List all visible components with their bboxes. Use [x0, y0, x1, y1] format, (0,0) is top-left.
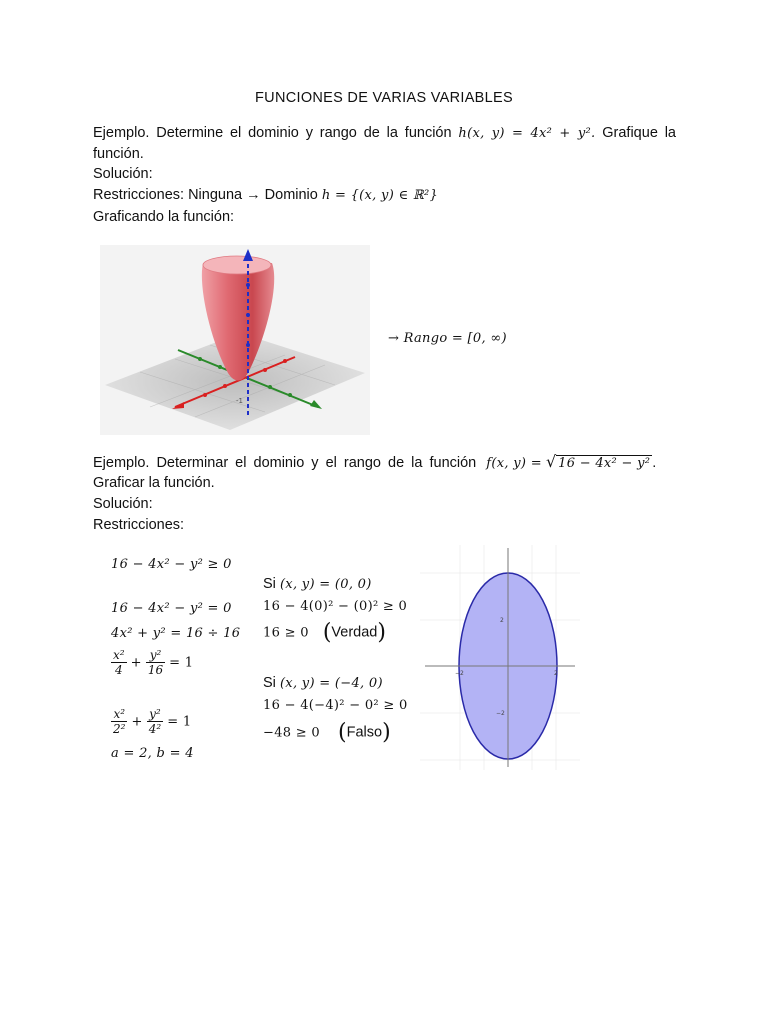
sqrt-sign: √: [545, 452, 557, 471]
example1-function: h(x, y) = 4x² + y².: [458, 126, 596, 141]
range-expression: → Rango = [0, ∞): [388, 331, 507, 346]
derivation-ab: a = 2, b = 4: [111, 746, 194, 761]
derivation-line2: 16 − 4x² − y² = 0: [111, 601, 232, 616]
fraction-x: $\frac{\text{x²}}{\text{2²}}$: [113, 707, 126, 736]
fraction-y: $\frac{\text{y²}}{\text{4²}}$: [148, 707, 162, 736]
restrictions-label: Restricciones: Ninguna → Dominio: [93, 187, 318, 203]
x-tick-neg: −2: [455, 670, 464, 677]
ellipse-plot: [420, 545, 580, 770]
check2-line: 16 − 4(−4)² − 0² ≥ 0: [263, 698, 408, 713]
period: .: [652, 455, 657, 471]
verdict-true: Verdad: [331, 624, 378, 641]
fraction-y: $\frac{\text{y²}}{16}$: [147, 648, 164, 677]
example2-prefix: Ejemplo. Determinar el dominio y el rango de la función: [93, 455, 477, 471]
check1-line: 16 − 4(0)² − (0)² ≥ 0: [263, 599, 408, 614]
example2-solution: Solución:: [93, 496, 153, 512]
example1-restrictions: [93, 187, 438, 203]
derivation-line1: 16 − 4x² − y² ≥ 0: [111, 557, 232, 572]
check2-point: Si (x, y) = (−4, 0): [263, 675, 383, 691]
derivation-line3: 4x² + y² = 16 ÷ 16: [111, 626, 241, 641]
example2-restrictions: Restricciones:: [93, 517, 185, 533]
x-tick-pos: 2: [554, 670, 558, 677]
check1-point: Si (x, y) = (0, 0): [263, 576, 372, 592]
graphing-label: Graficando la función:: [93, 209, 235, 225]
domain-expression: h = {(x, y) ∈ ℝ²}: [321, 188, 439, 203]
example2-function-lhs: f(x, y) =: [486, 456, 542, 471]
page-title: FUNCIONES DE VARIAS VARIABLES: [255, 90, 513, 106]
check1-result: 16 ≥ 0 (Verdad): [263, 620, 386, 645]
example2-line2: Graficar la función.: [93, 475, 215, 491]
derivation-fraction1: $\frac{\text{x²}}{4}$ + $\frac{\text{y²}}{16}$ = 1: [113, 648, 194, 677]
radicand: 16 − 4x² − y²: [558, 456, 651, 471]
y-tick-neg: −2: [496, 710, 505, 717]
example1-suffix: Grafique la función.: [93, 125, 677, 162]
check2-result: −48 ≥ 0 (Falso): [263, 720, 391, 745]
example1-prefix: Ejemplo. Determine el dominio y rango de la función: [93, 125, 452, 141]
derivation-fraction2: $\frac{\text{x²}}{\text{2²}}$ + $\frac{\text{y²}}{\text{4²}}$ = 1: [113, 707, 192, 736]
paraboloid-rim: [203, 256, 271, 274]
y-tick-pos: 2: [500, 617, 504, 624]
verdict-false: Falso: [346, 724, 383, 741]
example1-statement: [93, 123, 676, 165]
paraboloid-plot: [100, 245, 370, 435]
z-tick-label: -1: [236, 397, 243, 405]
fraction-x: $\frac{\text{x²}}{4}$: [113, 648, 125, 677]
example2-statement: [93, 452, 676, 471]
example1-solution: Solución:: [93, 166, 153, 182]
